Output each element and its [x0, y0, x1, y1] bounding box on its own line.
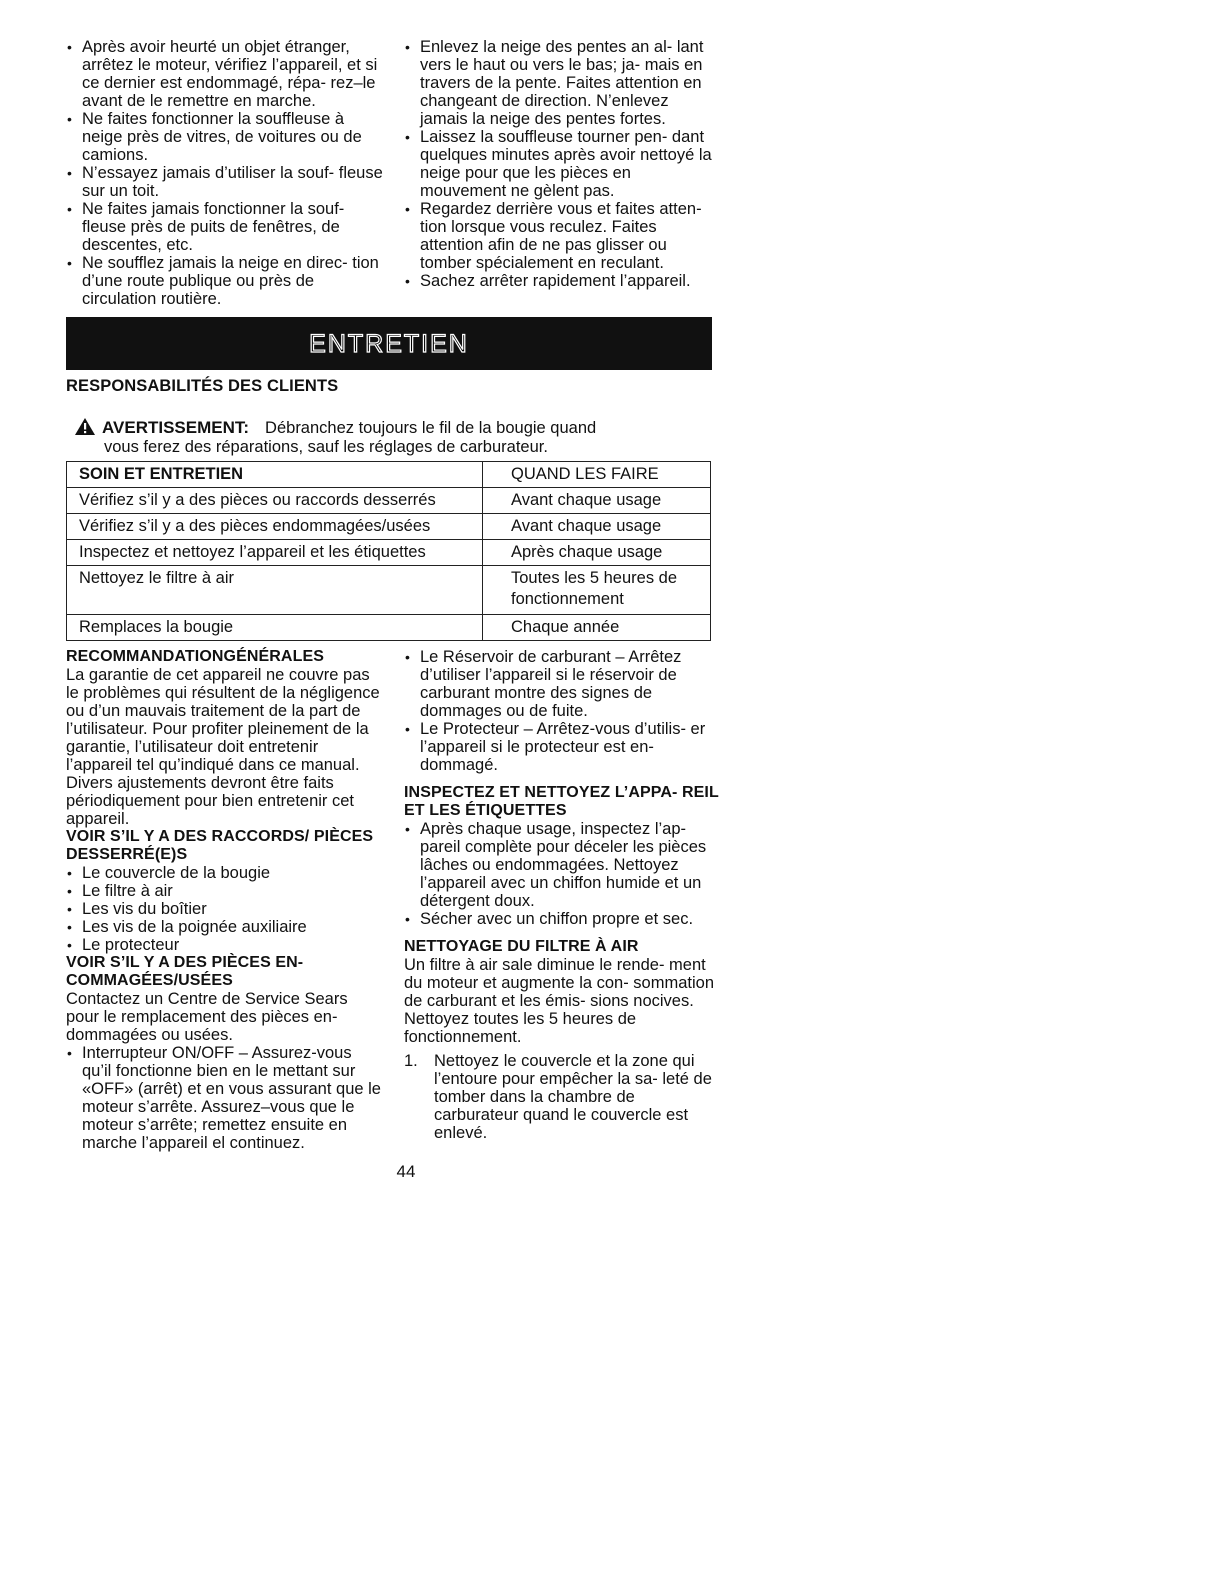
list-item: • Sécher avec un chiffon propre et sec.	[404, 910, 720, 928]
warning-triangle-icon	[74, 417, 96, 436]
table-row	[67, 566, 711, 615]
list-item: • Le filtre à air	[66, 882, 384, 900]
section-banner	[66, 317, 712, 370]
damaged-parts-text: Contactez un Centre de Service Sears pour le remplacement des pièces en- dommagées ou usées.	[66, 990, 348, 1044]
table-cell: Avant chaque usage	[483, 488, 711, 514]
loose-parts-list	[66, 864, 384, 954]
damaged-parts-list	[66, 1044, 384, 1152]
table-cell: Après chaque usage	[483, 540, 711, 566]
list-item: • Interrupteur ON/OFF – Assurez-vous qu’il fonctionne bien en le mettant sur «OFF» (arrêt) et en vous assurant que le moteur s’arrête. Assurez–vous que le moteur s’arrête; remettez ensuite en marche l’appareil el continuez.	[66, 1044, 384, 1152]
air-filter-text: Un filtre à air sale diminue le rende- ment du moteur et augmente la con- sommation de carburant et les émis- sions nocives. Nettoyez toutes les 5 heures de fonctionnement.	[404, 956, 714, 1046]
list-item: • Ne soufflez jamais la neige en direc- tion d’une route publique ou près de circulation routière.	[66, 254, 384, 308]
list-item: • Les vis de la poignée auxiliaire	[66, 918, 384, 936]
inspect-clean-heading: INSPECTEZ ET NETTOYEZ L’APPA- REIL ET LES ÉTIQUETTES	[404, 784, 719, 819]
warning-block	[74, 414, 714, 457]
table-row	[67, 514, 711, 540]
inspect-clean-list	[404, 820, 720, 928]
list-item: • Ne faites jamais fonctionner la souf- fleuse près de puits de fenêtres, de descentes, etc.	[66, 200, 384, 254]
list-item: • Les vis du boîtier	[66, 900, 384, 918]
bottom-left-column	[66, 648, 384, 1152]
banner-title: ENTRETIEN	[309, 329, 469, 358]
table-cell: Toutes les 5 heures de fonctionnement	[483, 566, 711, 615]
table-cell: Vérifiez s’il y a des pièces endommagées/usées	[67, 514, 483, 540]
list-item: • Le couvercle de la bougie	[66, 864, 384, 882]
table-row	[67, 615, 711, 641]
list-item: • Le Protecteur – Arrêtez-vous d’utilis- er l’appareil si le protecteur est en- dommagé.	[404, 720, 720, 774]
list-item: • Regardez derrière vous et faites atten- tion lorsque vous reculez. Faites attention afin de ne pas glisser ou tomber spécialement en reculant.	[404, 200, 720, 272]
warning-text-line2: vous ferez des réparations, sauf les réglages de carburateur.	[104, 438, 548, 456]
step-text: Nettoyez le couvercle et la zone qui l’entoure pour empêcher la sa- leté de tomber dans la chambre de carburateur quand le couvercle est enlevé.	[434, 1052, 712, 1142]
responsibilities-heading: RESPONSABILITÉS DES CLIENTS	[66, 377, 339, 395]
bottom-right-column	[404, 648, 720, 1142]
table-cell: Inspectez et nettoyez l’appareil et les étiquettes	[67, 540, 483, 566]
table-header-row	[67, 462, 711, 488]
top-right-column	[404, 38, 720, 290]
table-row	[67, 540, 711, 566]
recommendations-heading: RECOMMANDATIONGÉNÉRALES	[66, 648, 325, 665]
air-filter-steps	[404, 1052, 720, 1142]
table-cell: Vérifiez s’il y a des pièces ou raccords desserrés	[67, 488, 483, 514]
list-item: • Après chaque usage, inspectez l’ap- pareil complète pour déceler les pièces lâches ou endommagées. Nettoyez l’appareil avec un chiffon humide et un détergent doux.	[404, 820, 720, 910]
list-item: • Le protecteur	[66, 936, 384, 954]
warning-label: AVERTISSEMENT:	[102, 418, 250, 437]
step-number: 1.	[404, 1052, 418, 1070]
warning-text-line1: Débranchez toujours le fil de la bougie quand	[265, 419, 597, 437]
list-item: • Laissez la souffleuse tourner pen- dant quelques minutes après avoir nettoyé la neige pour que les pièces en mouvement ne gèlent pas.	[404, 128, 720, 200]
table-cell: Avant chaque usage	[483, 514, 711, 540]
table-cell: Chaque année	[483, 615, 711, 641]
component-check-list	[404, 648, 720, 774]
air-filter-heading: NETTOYAGE DU FILTRE À AIR	[404, 938, 639, 955]
recommendations-text: La garantie de cet appareil ne couvre pas le problèmes qui résultent de la négligence ou d’un mauvais traitement de la part de l’utilisateur. Pour profiter pleinement de la garantie, l’utilisateur doit entretenir l’appareil tel qu’indiqué dans ce manual. Divers ajustements devront être faits périodiquement pour bien entretenir cet appareil.	[66, 666, 380, 828]
list-item: • Sachez arrêter rapidement l’appareil.	[404, 272, 720, 290]
damaged-parts-heading: VOIR S’IL Y A DES PIÈCES EN- COMMAGÉES/USÉES	[66, 954, 304, 989]
page-number: 44	[396, 1162, 416, 1181]
list-item: • Enlevez la neige des pentes an al- lant vers le haut ou vers le bas; ja- mais en travers de la pente. Faites attention en changeant de direction. N’enlevez jamais la neige des pentes fortes.	[404, 38, 720, 128]
table-header-task: SOIN ET ENTRETIEN	[67, 462, 483, 488]
loose-parts-heading: VOIR S’IL Y A DES RACCORDS/ PIÈCES DESSERRÉ(E)S	[66, 828, 374, 863]
list-item: • Le Réservoir de carburant – Arrêtez d’utiliser l’appareil si le réservoir de carburant montre des signes de dommages ou de fuite.	[404, 648, 720, 720]
table-header-when: QUAND LES FAIRE	[483, 462, 711, 488]
list-item	[404, 1052, 720, 1142]
list-item: • N’essayez jamais d’utiliser la souf- fleuse sur un toit.	[66, 164, 384, 200]
list-item: • Ne faites fonctionner la souffleuse à neige près de vitres, de voitures ou de camions.	[66, 110, 384, 164]
top-left-column	[66, 38, 384, 308]
table-cell: Nettoyez le filtre à air	[67, 566, 483, 615]
table-cell: Remplaces la bougie	[67, 615, 483, 641]
maintenance-table	[66, 461, 711, 641]
table-row	[67, 488, 711, 514]
safety-list-left	[66, 38, 384, 308]
safety-list-right	[404, 38, 720, 290]
list-item: • Après avoir heurté un objet étranger, arrêtez le moteur, vérifiez l’appareil, et si ce dernier est endommagé, répa- rez–le avant de le remettre en marche.	[66, 38, 384, 110]
